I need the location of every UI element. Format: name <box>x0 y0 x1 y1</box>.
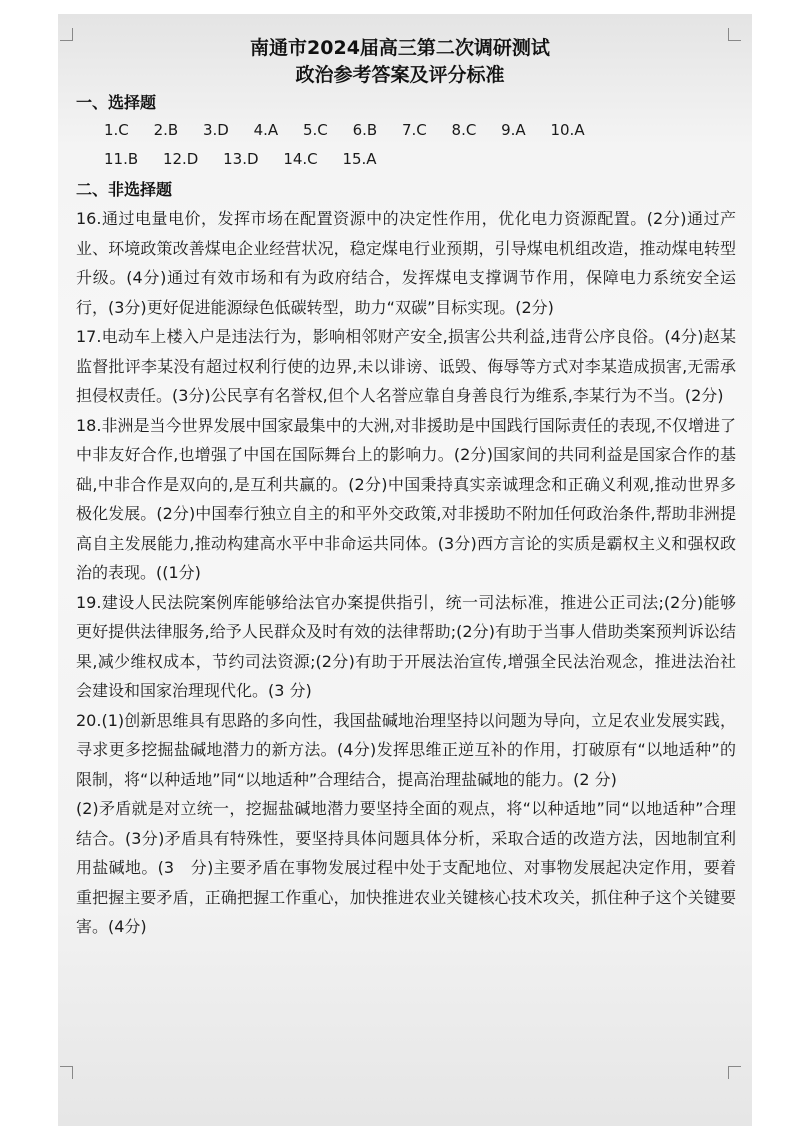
crop-mark-bottom-left <box>60 1066 73 1079</box>
answer-20-2: (2)矛盾就是对立统一，挖掘盐碱地潜力要坚持全面的观点，将“以种适地”同“以地适种”合理结合。(3分)矛盾具有特殊性，要坚持具体问题具体分析，采取合适的改造方法，因地制宜利用盐碱地。(3 分)主要矛盾在事物发展过程中处于支配地位、对事物发展起决定作用，要着重把握主要矛盾，正确把握工作重心，加快推进农业关键核心技术攻关，抓住种子这个关键要害。(4分) <box>76 799 736 936</box>
mc-answer: 2.B <box>153 121 179 139</box>
answer-18: 18.非洲是当今世界发展中国家最集中的大洲,对非援助是中国践行国际责任的表现,不仅增进了中非友好合作,也增强了中国在国际舞台上的影响力。(2分)国家间的共同利益是国家合作的基础,中非合作是双向的,是互利共赢的。(2分)中国秉持真实亲诚理念和正确义利观,推动世界多极化发展。(2分)中国奉行独立自主的和平外交政策,对非援助不附加任何政治条件,帮助非洲提高自主发展能力,推动构建高水平中非命运共同体。(3分)西方言论的实质是霸权主义和强权政治的表现。((1分) <box>76 415 736 582</box>
mc-answer: 8.C <box>451 121 477 139</box>
mc-answer: 1.C <box>104 121 129 139</box>
mc-answer: 5.C <box>302 121 328 139</box>
mc-answer: 13.D <box>223 150 259 168</box>
mc-answer: 4.A <box>253 121 279 139</box>
document-title: 南通市2024届高三第二次调研测试 <box>250 37 550 59</box>
answer-body <box>76 204 736 942</box>
document-subtitle: 政治参考答案及评分标准 <box>295 64 505 86</box>
mc-answer: 10.A <box>550 121 585 139</box>
mc-answer: 11.B <box>104 150 139 168</box>
mc-answer-row-1 <box>104 121 605 139</box>
crop-mark-bottom-right <box>728 1066 741 1079</box>
mc-answer: 3.D <box>202 121 229 139</box>
mc-answer: 7.C <box>401 121 427 139</box>
mc-answer-row-2 <box>104 150 397 168</box>
mc-answer: 12.D <box>162 150 199 168</box>
section-title-choice: 一、选择题 <box>76 93 157 112</box>
answer-16: 16.通过电量电价，发挥市场在配置资源中的决定性作用，优化电力资源配置。(2分)通过产业、环境政策改善煤电企业经营状况，稳定煤电行业预期，引导煤电机组改造，推动煤电转型升级。(4分)通过有效市场和有为政府结合，发挥煤电支撑调节作用，保障电力系统安全运行，(3分)更好促进能源绿色低碳转型，助力“双碳”目标实现。(2分) <box>76 209 736 317</box>
section-title-nonchoice: 二、非选择题 <box>76 180 173 199</box>
mc-answer: 15.A <box>342 150 377 168</box>
answer-19: 19.建设人民法院案例库能够给法官办案提供指引，统一司法标准，推进公正司法;(2分)能够更好提供法律服务,给予人民群众及时有效的法律帮助;(2分)有助于当事人借助类案预判诉讼结果,减少维权成本，节约司法资源;(2分)有助于开展法治宣传,增强全民法治观念，推进法治社会建设和国家治理现代化。(3 分) <box>76 592 736 700</box>
mc-answer: 14.C <box>283 150 318 168</box>
answer-20-1: 20.(1)创新思维具有思路的多向性，我国盐碱地治理坚持以问题为导向，立足农业发展实践，寻求更多挖掘盐碱地潜力的新方法。(4分)发挥思维正逆互补的作用，打破原有“以地适种”的限制，将“以种适地”同“以地适种”合理结合，提高治理盐碱地的能力。(2 分) <box>76 710 736 789</box>
answer-17: 17.电动车上楼入户是违法行为，影响相邻财产安全,损害公共利益,违背公序良俗。(4分)赵某监督批评李某没有超过权利行使的边界,未以诽谤、诋毁、侮辱等方式对李某造成损害,无需承担侵权责任。(3分)公民享有名誉权,但个人名誉应靠自身善良行为维系,李某行为不当。(2分) <box>76 327 736 405</box>
mc-answer: 9.A <box>501 121 526 139</box>
mc-answer: 6.B <box>352 121 378 139</box>
